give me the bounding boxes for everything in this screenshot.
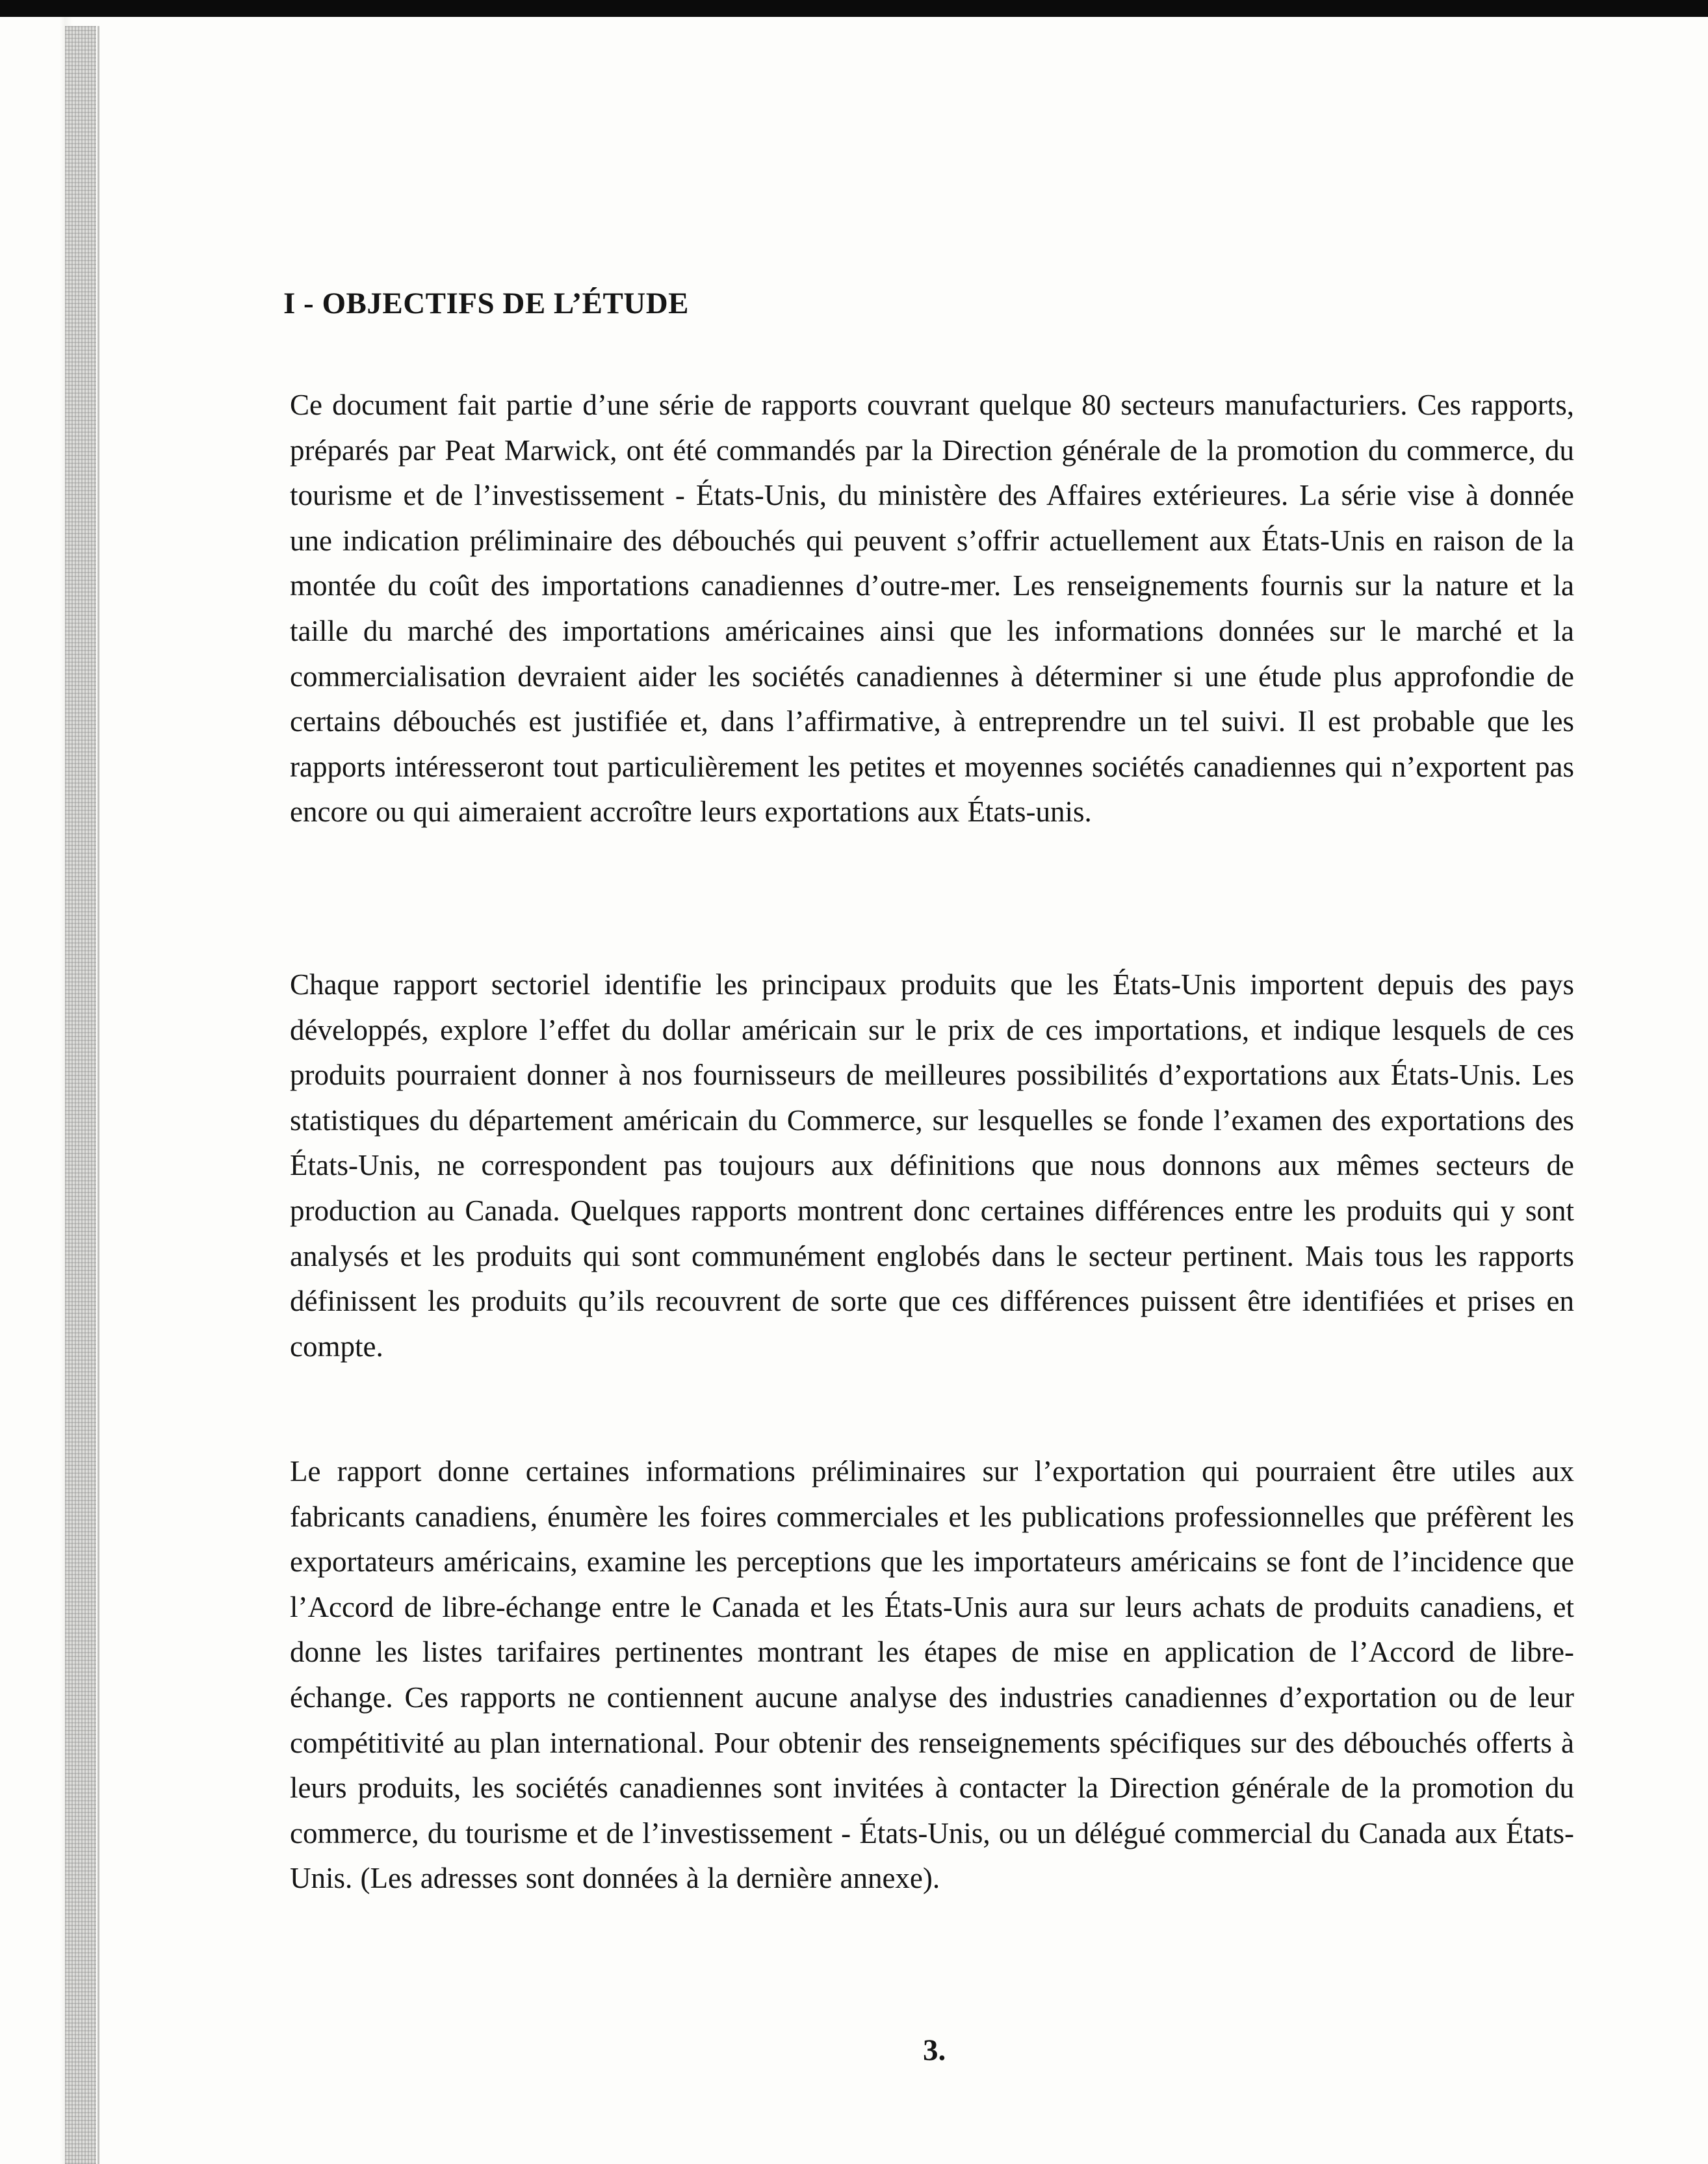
paragraph-3: Le rapport donne certaines informations préliminaires sur l’exportation qui pourraient être utiles aux fabricants canadiens, énumère les foires commerciales et les publications professionnelles que préfèrent les exportateurs américains, examine les perceptions que les importateurs américains se font de l’incidence que l’Accord de libre-échange entre le Canada et les États-Unis aura sur leurs achats de produits canadiens, et donne les listes tarifaires pertinentes montrant les étapes de mise en application de l’Accord de libre-échange. Ces rapports ne contiennent aucune analyse des industries canadiennes d’exportation ou de leur compétitivité au plan international. Pour obtenir des renseignements spécifiques sur des débouchés offerts à leurs produits, les sociétés canadiennes sont invitées à contacter la Direction générale de la promotion du commerce, du tourisme et de l’investissement - États-Unis, ou un délégué commercial du Canada aux États-Unis. (Les adresses sont données à la dernière annexe). — [290, 1455, 1574, 1895]
paragraph-1: Ce document fait partie d’une série de rapports couvrant quelque 80 secteurs manufacturiers. Ces rapports, préparés par Peat Marwick, ont été commandés par la Direction générale de la promotion du commerce, du tourisme et de l’investissement - États-Unis, du ministère des Affaires extérieures. La série vise à donnée une indication préliminaire des débouchés qui peuvent s’offrir actuellement aux États-Unis en raison de la montée du coût des importations canadiennes d’outre-mer. Les renseignements fournis sur la nature et la taille du marché des importations américaines ainsi que les informations données sur le marché et la commercialisation devraient aider les sociétés canadiennes à déterminer si une étude plus approfondie de certains débouchés est justifiée et, dans l’affirmative, à entreprendre un tel suivi. Il est probable que les rapports intéresseront tout particulièrement les petites et moyennes sociétés canadiennes qui n’exportent pas encore ou qui aimeraient accroître leurs exportations aux États-unis. — [290, 389, 1574, 829]
binding-strip — [65, 26, 96, 2164]
section-heading: I - OBJECTIFS DE L’ÉTUDE — [283, 287, 690, 320]
paragraph-2: Chaque rapport sectoriel identifie les principaux produits que les États-Unis importent depuis des pays développés, explore l’effet du dollar américain sur le prix de ces importations, et indique lesquels de ces produits pourraient donner à nos fournisseurs de meilleures possibilités d’exportations aux États-Unis. Les statistiques du département américain du Commerce, sur lesquelles se fonde l’examen des exportations des États-Unis, ne correspondent pas toujours aux définitions que nous donnons aux mêmes secteurs de production au Canada. Quelques rapports montrent donc certaines différences entre les produits qui y sont analysés et les produits qui sont communément englobés dans le secteur pertinent. Mais tous les rapports définissent les produits qu’ils recouvrent de sorte que ces différences puissent être identifiées et prises en compte. — [290, 968, 1574, 1363]
binding-edge-line — [97, 26, 99, 2164]
scan-top-border — [0, 0, 1708, 17]
page-number: 3. — [923, 2033, 946, 2067]
